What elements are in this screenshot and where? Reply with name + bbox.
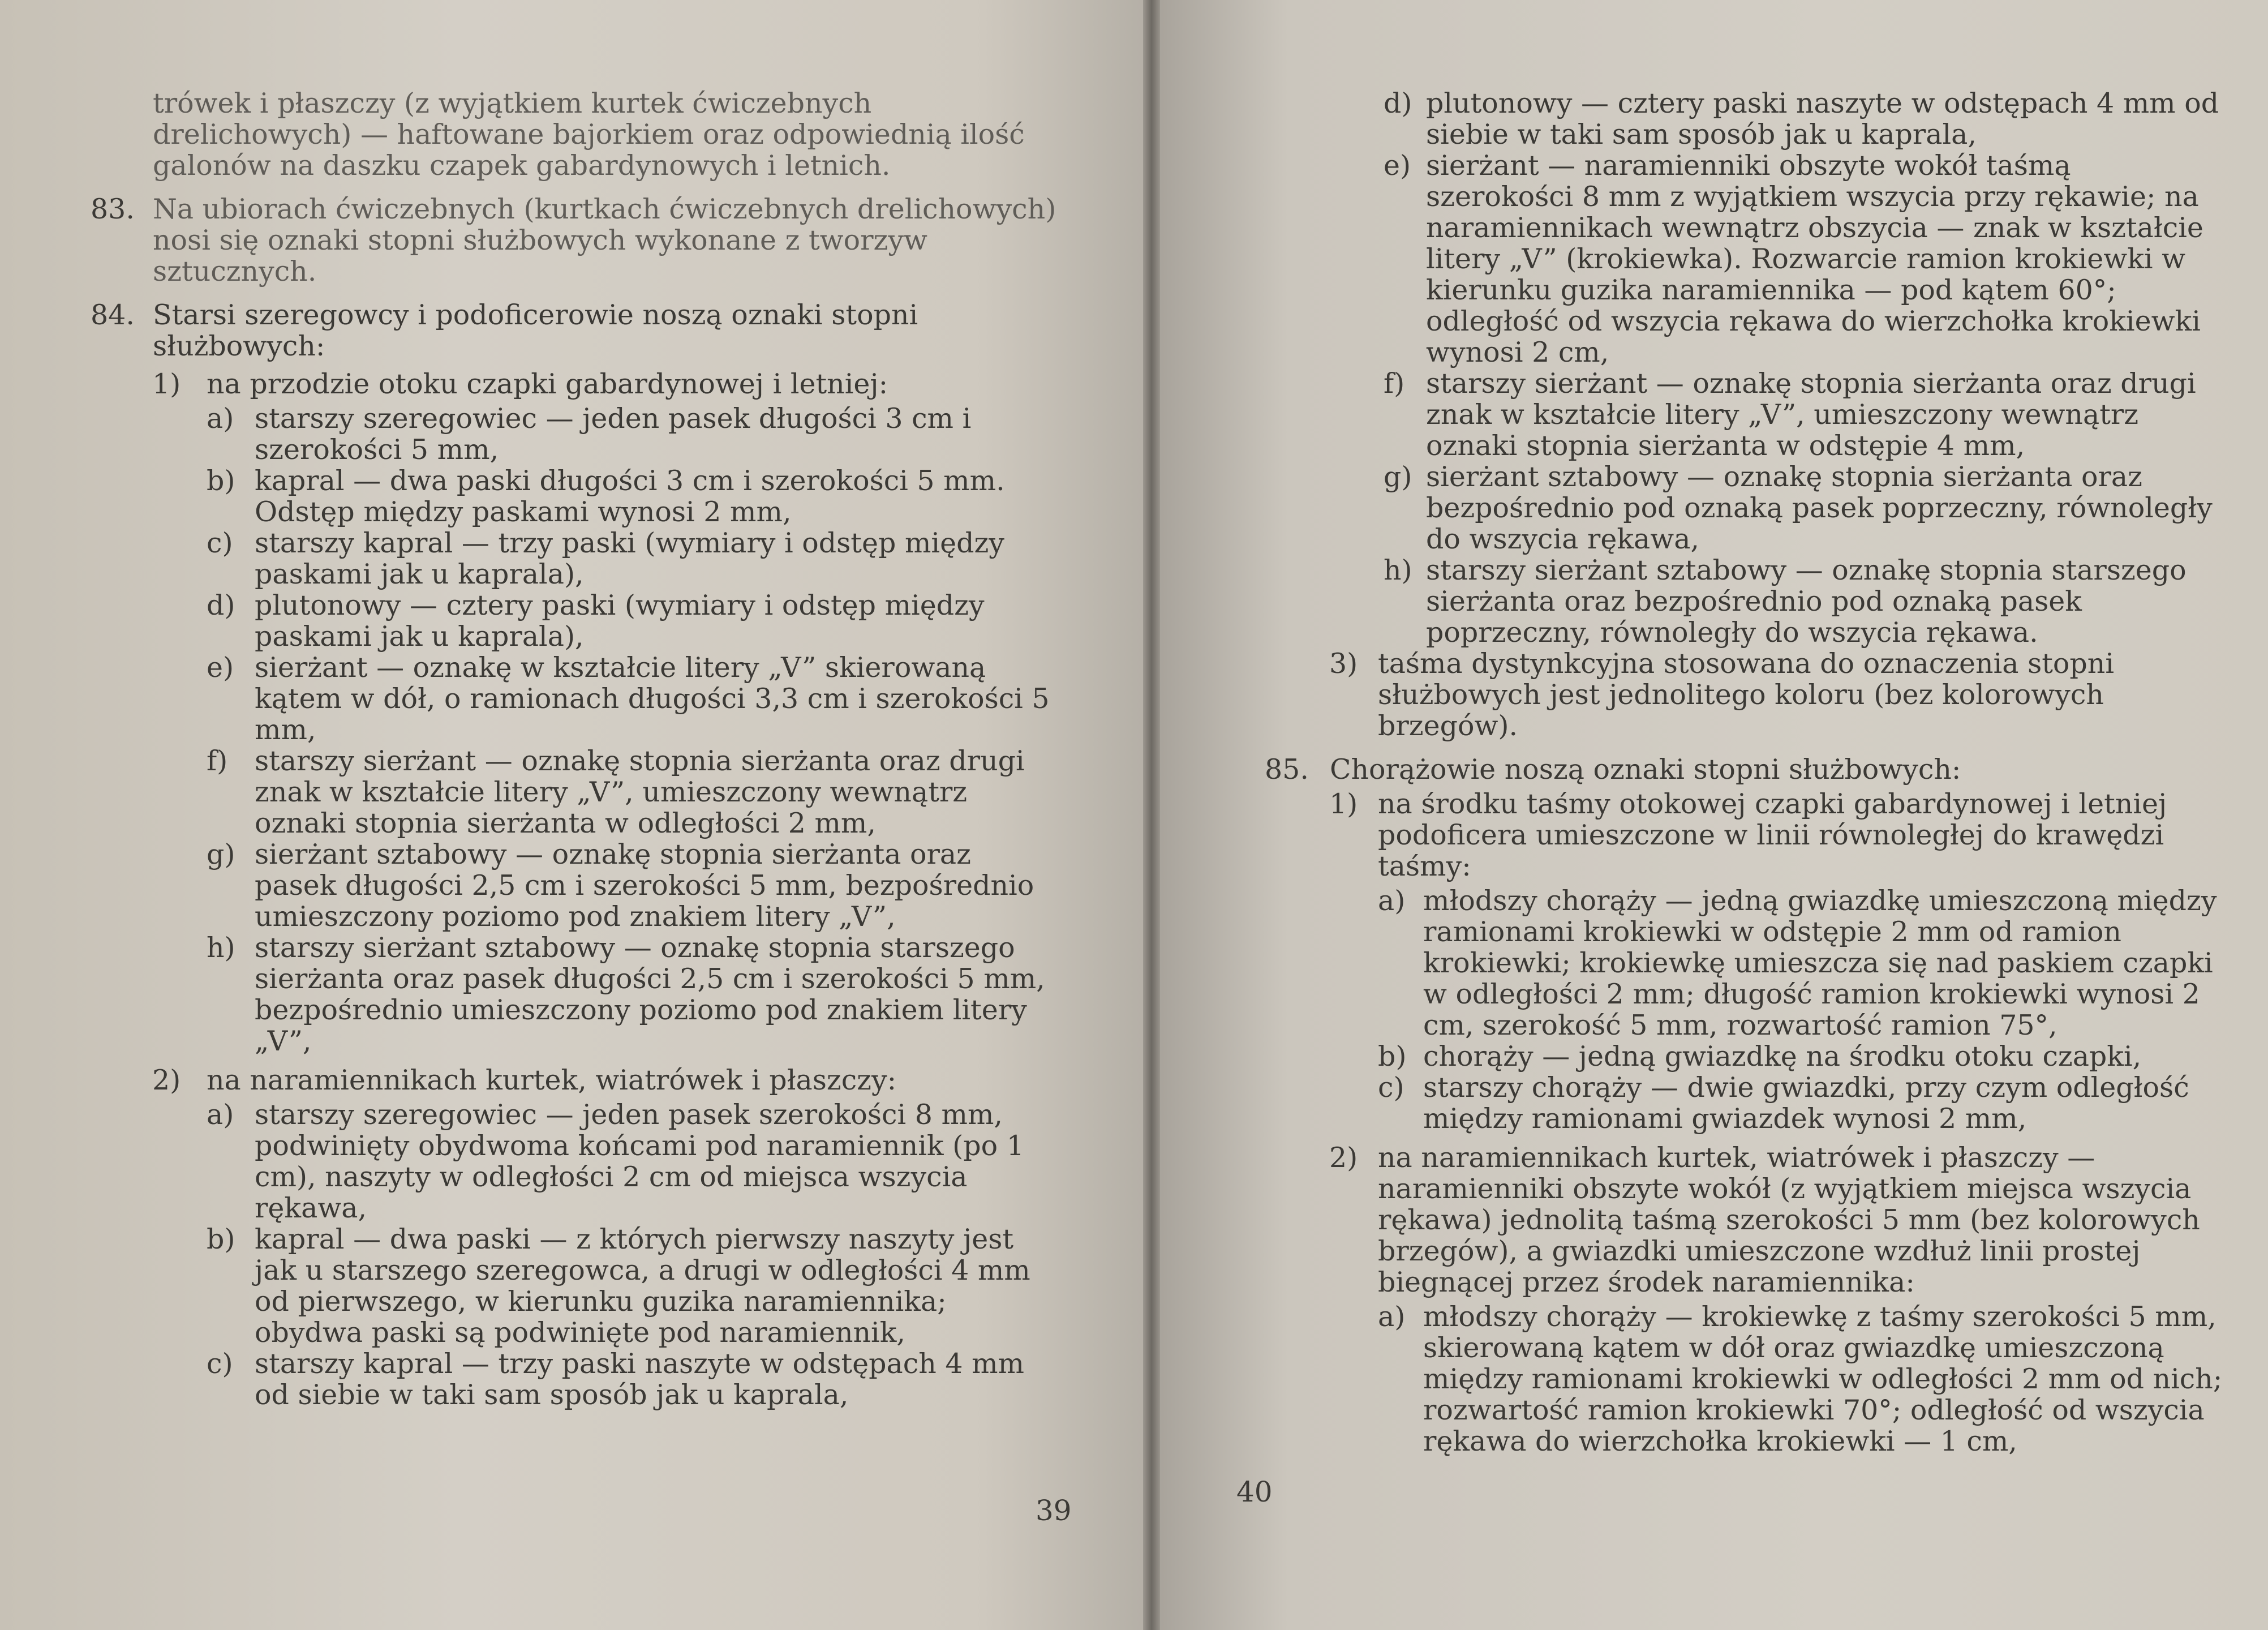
item-text: starszy szeregowiec — jeden pasek długości 3 cm i szerokości 5 mm, xyxy=(255,402,972,466)
list-item xyxy=(1330,1301,2224,1457)
section-2 xyxy=(1330,1142,2224,1298)
section-1 xyxy=(1330,788,2224,882)
paragraph-number: 83. xyxy=(91,193,135,225)
item-letter: f) xyxy=(1384,367,1405,400)
section-text: na naramiennikach kurtek, wiatrówek i płaszczy: xyxy=(207,1064,897,1096)
list-item xyxy=(153,403,1058,465)
item-text: sierżant sztabowy — oznakę stopnia sierżanta oraz pasek długości 2,5 cm i szerokości 5 mm, bezpośrednio umieszczony poziomo pod znakiem litery „V”, xyxy=(255,838,1034,933)
item-letter: f) xyxy=(207,745,228,777)
paragraph-number: 84. xyxy=(91,299,135,331)
item-letter: h) xyxy=(1384,554,1412,586)
item-letter: a) xyxy=(1378,1301,1406,1333)
item-text: kapral — dwa paski długości 3 cm i szerokości 5 mm. Odstęp między paskami wynosi 2 mm, xyxy=(255,465,1005,528)
item-letter: c) xyxy=(1378,1071,1404,1104)
paragraph-83 xyxy=(91,193,1058,288)
item-text: starszy kapral — trzy paski (wymiary i odstęp między paskami jak u kaprala), xyxy=(255,527,1004,590)
list-item xyxy=(1330,1041,2224,1072)
section-text: na naramiennikach kurtek, wiatrówek i płaszczy — naramienniki obszyte wokół (z wyjątkiem miejsca wszycia rękawa) jednolitą taśmą szerokości 5 mm (bez kolorowych brzegów), a gwiazdki umieszczone wzdłuż linii prostej biegnącej przez środek naramiennika: xyxy=(1378,1142,2200,1298)
paragraph-number: 85. xyxy=(1265,753,1309,786)
item-text: starszy szeregowiec — jeden pasek szerokości 8 mm, podwinięty obydwoma końcami pod naramiennik (po 1 cm), naszyty w odległości 2 cm od miejsca wszycia rękawa, xyxy=(255,1099,1024,1224)
item-text: starszy kapral — trzy paski naszyte w odstępach 4 mm od siebie w taki sam sposób jak u kaprala, xyxy=(255,1348,1025,1411)
section-3 xyxy=(1330,648,2224,741)
list-item xyxy=(1330,555,2224,648)
paragraph-text: Starsi szeregowcy i podoficerowie noszą oznaki stopni służbowych: xyxy=(153,299,918,362)
paragraph-84 xyxy=(91,299,1058,362)
list-item xyxy=(153,652,1058,745)
section-number: 1) xyxy=(152,368,181,400)
list-item xyxy=(153,745,1058,839)
section-text: na przodzie otoku czapki gabardynowej i letniej: xyxy=(207,368,888,400)
section-number: 2) xyxy=(1329,1142,1358,1174)
item-letter: b) xyxy=(207,465,235,497)
page-number-left: 39 xyxy=(1036,1494,1072,1527)
list-item xyxy=(1330,1072,2224,1134)
item-letter: e) xyxy=(1384,149,1411,182)
list-item xyxy=(153,1224,1058,1348)
item-letter: a) xyxy=(1378,885,1406,917)
item-text: młodszy chorąży — jedną gwiazdkę umieszczoną między ramionami krokiewki w odstępie 2 mm od ramion krokiewki; krokiewkę umieszcza się nad paskiem czapki w odległości 2 mm; długość ramion krokiewki wynosi 2 cm, szerokość 5 mm, rozwartość ramion 75°, xyxy=(1423,885,2217,1041)
right-page-text xyxy=(1265,87,2224,1457)
item-letter: d) xyxy=(207,589,235,621)
section-number: 2) xyxy=(152,1064,181,1096)
item-letter: g) xyxy=(1384,461,1412,493)
list-item xyxy=(153,465,1058,527)
book-gutter xyxy=(1143,0,1160,1630)
item-letter: a) xyxy=(207,402,234,435)
list-item xyxy=(1330,88,2224,150)
list-item xyxy=(153,590,1058,652)
item-letter: e) xyxy=(207,651,234,684)
list-item xyxy=(153,1099,1058,1224)
page-number-right: 40 xyxy=(1236,1475,1273,1508)
item-text: sierżant — naramienniki obszyte wokół taśmą szerokości 8 mm z wyjątkiem wszycia przy rękawie; na naramiennikach wewnątrz obszycia — znak w kształcie litery „V” (krokiewka). Rozwarcie ramion krokiewki w kierunku guzika naramiennika — pod kątem 60°; odległość od wszycia rękawa do wierzchołka krokiewki wynosi 2 cm, xyxy=(1426,149,2203,368)
left-page-text xyxy=(91,87,1058,1411)
item-letter: c) xyxy=(207,1348,233,1380)
item-text: starszy sierżant sztabowy — oznakę stopnia starszego sierżanta oraz pasek długości 2,5 cm i szerokości 5 mm, bezpośrednio umieszczony poziomo pod znakiem litery „V”, xyxy=(255,932,1045,1057)
item-letter: c) xyxy=(207,527,233,559)
item-letter: h) xyxy=(207,932,235,964)
list-item xyxy=(153,932,1058,1057)
item-text: plutonowy — cztery paski (wymiary i odstęp między paskami jak u kaprala), xyxy=(255,589,985,653)
item-text: starszy sierżant — oznakę stopnia sierżanta oraz drugi znak w kształcie litery „V”, umieszczony wewnątrz oznaki stopnia sierżanta w odstępie 4 mm, xyxy=(1426,367,2196,462)
item-letter: d) xyxy=(1384,87,1412,119)
list-item xyxy=(153,1348,1058,1410)
item-text: młodszy chorąży — krokiewkę z taśmy szerokości 5 mm, skierowaną kątem w dół oraz gwiazdkę umieszczoną między ramionami krokiewki w odległości 2 mm od nich; rozwartość ramion krokiewki 70°; odległość od wszycia rękawa do wierzchołka krokiewki — 1 cm, xyxy=(1423,1301,2223,1457)
item-text: starszy chorąży — dwie gwiazdki, przy czym odległość między ramionami gwiazdek wynosi 2 mm, xyxy=(1423,1071,2189,1135)
list-item xyxy=(153,527,1058,590)
section-number: 3) xyxy=(1329,647,1358,680)
item-text: plutonowy — cztery paski naszyte w odstępach 4 mm od siebie w taki sam sposób jak u kaprala, xyxy=(1426,87,2219,151)
item-text: sierżant — oznakę w kształcie litery „V” skierowaną kątem w dół, o ramionach długości 3,3 cm i szerokości 5 mm, xyxy=(255,651,1050,746)
item-text: starszy sierżant sztabowy — oznakę stopnia starszego sierżanta oraz bezpośrednio pod oznaką pasek poprzeczny, równoległy do wszycia rękawa. xyxy=(1426,554,2187,649)
item-letter: a) xyxy=(207,1099,234,1131)
list-item xyxy=(1330,150,2224,368)
list-item xyxy=(1330,461,2224,555)
section-number: 1) xyxy=(1329,788,1358,820)
item-text: starszy sierżant — oznakę stopnia sierżanta oraz drugi znak w kształcie litery „V”, umieszczony wewnątrz oznaki stopnia sierżanta w odległości 2 mm, xyxy=(255,745,1025,839)
item-text: chorąży — jedną gwiazdkę na środku otoku czapki, xyxy=(1423,1040,2142,1073)
list-item xyxy=(153,839,1058,932)
section-text: na środku taśmy otokowej czapki gabardynowej i letniej podoficera umieszczone w linii równoległej do krawędzi taśmy: xyxy=(1378,788,2167,882)
continuation-paragraph: trówek i płaszczy (z wyjątkiem kurtek ćwiczebnych drelichowych) — haftowane bajorkiem oraz odpowiednią ilość galonów na daszku czapek gabardynowych i letnich. xyxy=(153,87,1025,182)
item-letter: b) xyxy=(1378,1040,1407,1073)
section-text: taśma dystynkcyjna stosowana do oznaczenia stopni służbowych jest jednolitego koloru (bez kolorowych brzegów). xyxy=(1378,647,2115,742)
item-text: kapral — dwa paski — z których pierwszy naszyty jest jak u starszego szeregowca, a drugi w odległości 4 mm od pierwszego, w kierunku guzika naramiennika; obydwa paski są podwinięte pod naramiennik, xyxy=(255,1223,1030,1349)
item-letter: g) xyxy=(207,838,235,870)
section-1 xyxy=(153,368,1058,400)
item-text: sierżant sztabowy — oznakę stopnia sierżanta oraz bezpośrednio pod oznaką pasek poprzeczny, równoległy do wszycia rękawa, xyxy=(1426,461,2213,555)
paragraph-text: Na ubiorach ćwiczebnych (kurtkach ćwiczebnych drelichowych) nosi się oznaki stopni służbowych wykonane z tworzyw sztucznych. xyxy=(153,193,1056,288)
item-letter: b) xyxy=(207,1223,235,1255)
list-item xyxy=(1330,885,2224,1041)
paragraph-85 xyxy=(1265,753,2224,786)
section-2 xyxy=(153,1065,1058,1096)
list-item xyxy=(1330,368,2224,461)
paragraph-text: Chorążowie noszą oznaki stopni służbowych: xyxy=(1330,753,1961,786)
